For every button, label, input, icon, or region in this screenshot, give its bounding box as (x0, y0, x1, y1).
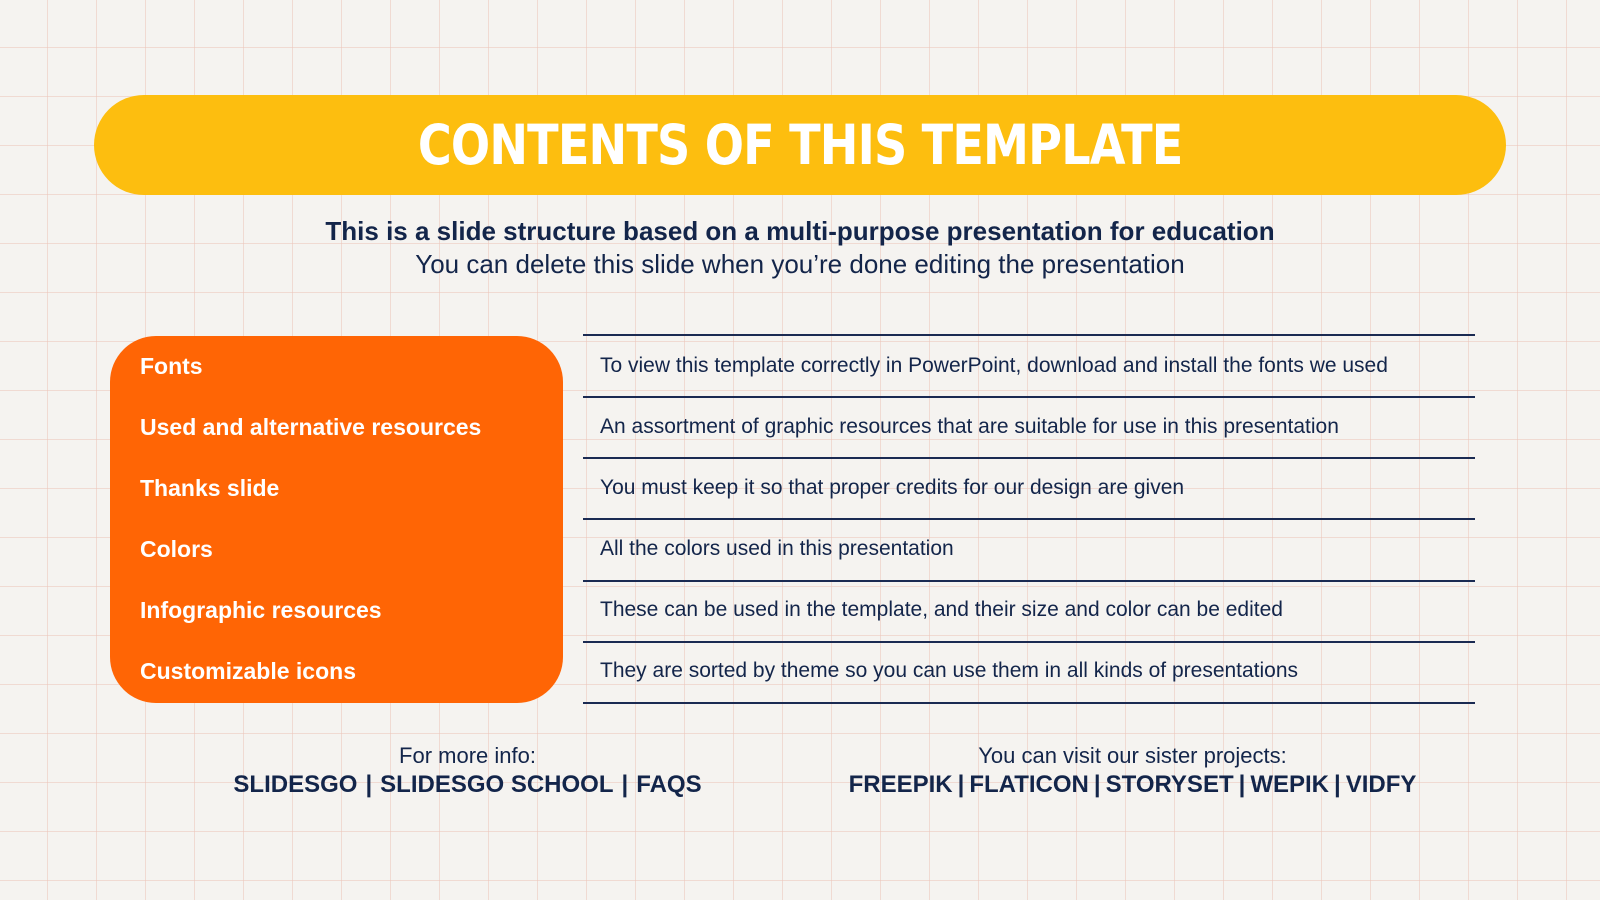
link-separator: | (957, 771, 965, 798)
flaticon-link[interactable]: FLATICON (969, 771, 1089, 798)
title-banner (94, 95, 1506, 195)
link-separator: | (365, 771, 373, 798)
content-description-thanks-slide: You must keep it so that proper credits for our design are given (600, 476, 1185, 499)
faqs-link[interactable]: FAQS (636, 771, 702, 798)
content-label-thanks-slide: Thanks slide (140, 475, 280, 501)
sister-projects-caption: You can visit our sister projects: (978, 743, 1287, 768)
content-description-resources: An assortment of graphic resources that are suitable for use in this presentation (600, 415, 1339, 438)
vidfy-link[interactable]: VIDFY (1345, 771, 1417, 798)
content-description-fonts: To view this template correctly in PowerPoint, download and install the fonts we used (600, 354, 1388, 377)
content-label-fonts: Fonts (140, 353, 203, 379)
storyset-link[interactable]: STORYSET (1105, 771, 1234, 798)
sister-projects-links (820, 770, 1445, 800)
content-description-icons: They are sorted by theme so you can use them in all kinds of presentations (600, 659, 1299, 682)
sister-projects-section (820, 742, 1445, 800)
page-title: CONTENTS OF THIS TEMPLATE (417, 113, 1183, 177)
content-label-infographic: Infographic resources (140, 597, 382, 623)
slidesgo-school-link[interactable]: SLIDESGO SCHOOL (380, 771, 614, 798)
subtitle-description: You can delete this slide when you’re done editing the presentation (415, 249, 1185, 279)
link-separator: | (1093, 771, 1101, 798)
more-info-links (180, 770, 755, 800)
table-divider (583, 702, 1475, 704)
slidesgo-link[interactable]: SLIDESGO (233, 771, 358, 798)
more-info-section (180, 742, 755, 800)
freepik-link[interactable]: FREEPIK (848, 771, 953, 798)
link-separator: | (1238, 771, 1246, 798)
content-label-resources: Used and alternative resources (140, 414, 482, 440)
link-separator: | (1334, 771, 1341, 798)
wepik-link[interactable]: WEPIK (1250, 771, 1329, 798)
content-description-colors: All the colors used in this presentation (600, 537, 954, 560)
link-separator: | (621, 771, 629, 798)
content-label-icons: Customizable icons (140, 658, 356, 684)
contents-label-panel (110, 336, 563, 703)
content-label-colors: Colors (140, 536, 213, 562)
content-description-infographic: These can be used in the template, and their size and color can be edited (600, 598, 1283, 621)
subtitle-heading: This is a slide structure based on a multi-purpose presentation for education (325, 216, 1275, 246)
more-info-caption: For more info: (399, 743, 536, 768)
